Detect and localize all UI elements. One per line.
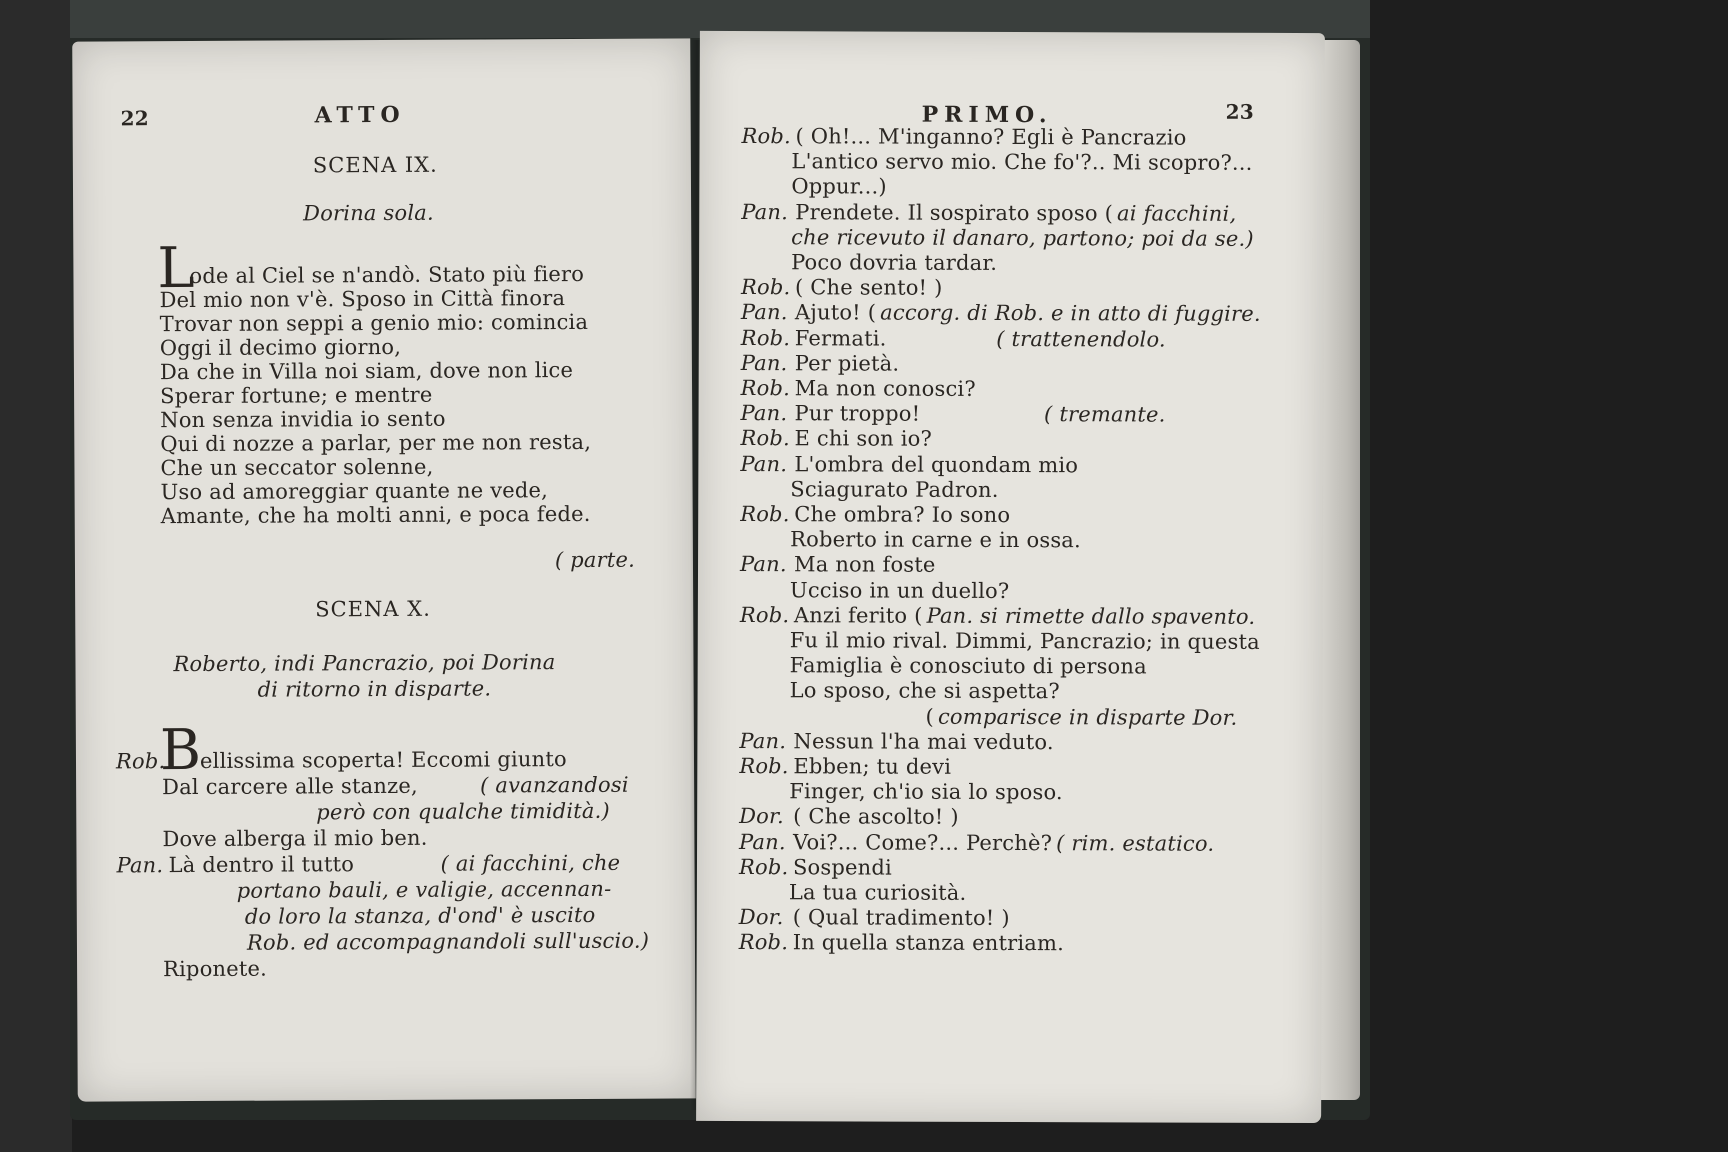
verse-line: Sciagurato Padron. (790, 477, 999, 502)
speaker-label: Rob. (740, 426, 790, 451)
scene-characters: di ritorno in disparte. (257, 676, 492, 702)
background-strip (0, 0, 72, 1152)
scene-title: SCENA X. (315, 596, 431, 622)
verse-line: Roberto in carne e in ossa. (790, 527, 1081, 553)
scene-characters: Dorina sola. (303, 200, 434, 226)
drop-cap: B (159, 717, 202, 784)
speaker-label: Pan. (739, 829, 786, 854)
running-head-left: ATTO (314, 101, 406, 129)
drop-cap: L (157, 235, 195, 302)
speaker-label: Rob. (741, 124, 791, 149)
verse-line: La tua curiosità. (788, 880, 967, 905)
verse-line: In quella stanza entriam. (792, 930, 1065, 956)
verse-line: L'ombra del quondam mio (794, 451, 1079, 477)
verse-line: Del mio non v'è. Sposo in Città finora (159, 286, 566, 313)
verse-line: L'antico servo mio. Che fo'?.. Mi scopro?... (791, 149, 1253, 176)
verse-line: ode al Ciel se n'andò. Stato più fiero (189, 261, 585, 289)
verse-line: Lo sposo, che si aspetta? (789, 678, 1060, 704)
right-page (696, 31, 1325, 1123)
verse-line: ( Che sento! ) (794, 275, 943, 300)
verse-line: Ma non foste (793, 552, 936, 578)
verse-line: Qui di nozze a parlar, per me non resta, (160, 429, 592, 457)
page-number-right: 23 (1225, 99, 1254, 124)
stage-direction: ( rim. estatico. (1056, 830, 1215, 856)
verse-line: Non senza invidia io sento (160, 406, 446, 433)
speaker-label: Rob. (740, 376, 791, 401)
verse-line: ( Qual tradimento! ) (792, 905, 1010, 931)
speaker-label: Pan. (740, 300, 788, 325)
verse-line: Sospendi (792, 855, 892, 880)
stage-direction: ( avanzandosi (480, 772, 629, 798)
verse-line: Nessun l'ha mai veduto. (793, 729, 1054, 754)
stage-direction: ( trattenendolo. (996, 326, 1166, 352)
stage-direction: però con qualche timidità.) (316, 798, 610, 825)
stage-direction: Rob. ed accompagnandoli sull'uscio.) (246, 928, 650, 955)
verse-line: Finger, ch'io sia lo sposo. (789, 779, 1063, 805)
verse-line: Prendete. Il sospirato sposo ( (795, 199, 1114, 225)
page-number-left: 22 (120, 106, 149, 131)
scene-characters: Roberto, indi Pancrazio, poi Dorina (173, 650, 556, 677)
verse-line: Voi?... Come?... Perchè? (793, 829, 1053, 855)
speaker-label: Rob. (738, 854, 789, 880)
verse-line: Famiglia è conosciuto di persona (789, 653, 1147, 679)
verse-line: Trovar non seppi a genio mio: comincia (159, 309, 589, 337)
verse-line: Ma non conosci? (794, 376, 976, 401)
verse-line: Oppur...) (791, 174, 887, 199)
verse-line: Ucciso in un duello? (789, 577, 1010, 603)
speaker-label: Pan. (740, 451, 788, 476)
verse-line: Uso ad amoreggiar quante ne vede, (160, 478, 549, 505)
verse-line: Pur troppo! (794, 401, 921, 426)
speaker-label: Pan. (740, 552, 787, 577)
verse-line: ( (925, 704, 934, 729)
speaker-label: Rob. (740, 502, 790, 527)
verse-line: Che un seccator solenne, (160, 454, 434, 481)
speaker-label: Pan. (116, 853, 164, 878)
verse-line: ( Che ascolto! ) (793, 804, 959, 830)
speaker-label: Dor. (739, 804, 784, 829)
verse-line: Da che in Villa noi siam, dove non lice (159, 358, 574, 385)
verse-line: Fu il mio rival. Dimmi, Pancrazio; in questa (789, 628, 1260, 654)
stage-direction: ai facchini, (1117, 200, 1237, 226)
verse-line: Dal carcere alle stanze, (162, 773, 418, 800)
speaker-label: Rob. (739, 754, 789, 779)
verse-line: Riponete. (163, 956, 268, 982)
stage-direction: Pan. si rimette dallo spavento. (926, 603, 1256, 629)
speaker-label: Rob. (739, 602, 790, 628)
verse-line: Oggi il decimo giorno, (159, 334, 402, 361)
verse-line: Sperar fortune; e mentre (160, 382, 433, 409)
stage-direction: che ricevuto il danaro, partono; poi da se.) (791, 225, 1254, 251)
stage-direction: ( ai facchini, che (440, 850, 621, 876)
verse-line: Dove alberga il mio ben. (162, 825, 428, 852)
speaker-label: Pan. (740, 350, 788, 376)
running-head-right: PRIMO. (921, 101, 1053, 129)
verse-line: Anzi ferito ( (793, 603, 923, 628)
speaker-label: Pan. (740, 401, 788, 426)
verse-line: Per pietà. (794, 351, 900, 376)
stage-direction: do loro la stanza, d'ond' è uscito (244, 902, 596, 929)
verse-line: Là dentro il tutto (168, 852, 355, 878)
speaker-label: Rob. (740, 325, 791, 350)
scene-title: SCENA IX. (312, 152, 438, 178)
verse-line: ( Oh!... M'inganno? Egli è Pancrazio (795, 124, 1187, 150)
speaker-label: Rob. (738, 930, 789, 955)
left-page (72, 38, 696, 1101)
stage-direction: ( parte. (554, 547, 636, 573)
stage-direction: comparisce in disparte Dor. (937, 704, 1238, 730)
speaker-label: Pan. (741, 199, 789, 224)
verse-line: Amante, che ha molti anni, e poca fede. (160, 501, 591, 529)
stage-direction: accorg. di Rob. e in atto di fuggire. (880, 300, 1261, 327)
stage-direction: ( tremante. (1044, 402, 1166, 427)
speaker-label: Pan. (739, 728, 787, 754)
verse-line: E chi son io? (794, 426, 933, 452)
speaker-label: Dor. (738, 905, 784, 930)
verse-line: Poco dovria tardar. (791, 250, 998, 275)
verse-line: Ebben; tu devi (793, 754, 952, 779)
speaker-label: Rob. (740, 275, 791, 300)
stage-direction: portano bauli, e valigie, accennan- (236, 876, 612, 903)
verse-line: Ajuto! ( (794, 300, 877, 325)
speaker-label: Rob. (115, 749, 166, 774)
verse-line: Che ombra? Io sono (794, 502, 1011, 527)
verse-line: ellissima scoperta! Eccomi giunto (199, 747, 567, 773)
verse-line: Fermati. (794, 325, 887, 351)
